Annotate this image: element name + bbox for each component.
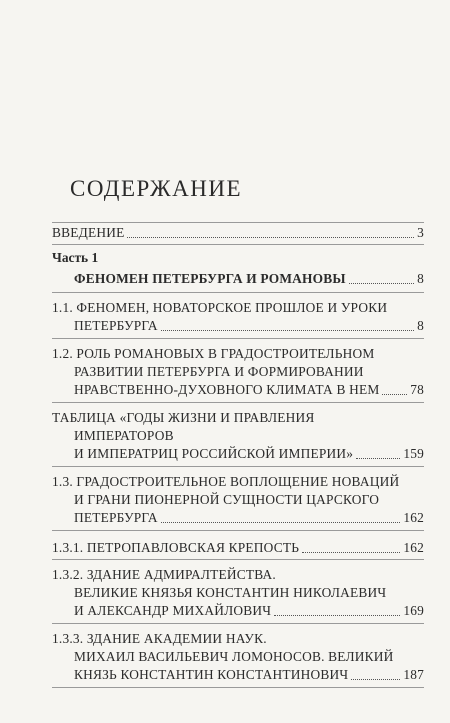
toc-page-number: 3 [417, 225, 424, 240]
toc-entry-line: МИХАИЛ ВАСИЛЬЕВИЧ ЛОМОНОСОВ. ВЕЛИКИЙ [74, 649, 394, 664]
toc-entry-1-3 [74, 510, 424, 526]
toc-entry-line: ПЕТЕРБУРГА [74, 510, 158, 525]
part-title: ФЕНОМЕН ПЕТЕРБУРГА И РОМАНОВЫ [74, 271, 346, 286]
toc-entry-line: ПЕТЕРБУРГА [74, 318, 158, 333]
toc-entry-line: 1.3.2. ЗДАНИЕ АДМИРАЛТЕЙСТВА. [52, 567, 276, 582]
toc-page-number: 8 [417, 271, 424, 286]
toc-page [52, 0, 424, 723]
divider [52, 292, 424, 293]
toc-entry-1-1 [74, 318, 424, 334]
divider [52, 687, 424, 688]
toc-entry-part1 [74, 271, 424, 287]
toc-entry-intro [52, 225, 424, 241]
toc-entry-line: ВЕЛИКИЕ КНЯЗЬЯ КОНСТАНТИН НИКОЛАЕВИЧ [74, 585, 387, 600]
toc-entry-line: НРАВСТВЕННО-ДУХОВНОГО КЛИМАТА В НЕМ [74, 382, 380, 397]
toc-entry-line: И ИМПЕРАТРИЦ РОССИЙСКОЙ ИМПЕРИИ» [74, 446, 354, 461]
dot-leader [127, 236, 414, 238]
toc-entry-line: 1.3.3. ЗДАНИЕ АКАДЕМИИ НАУК. [52, 631, 267, 646]
dot-leader [356, 457, 400, 459]
toc-entry-line: И АЛЕКСАНДР МИХАЙЛОВИЧ [74, 603, 272, 618]
toc-entry-line: 1.3.1. ПЕТРОПАВЛОВСКАЯ КРЕПОСТЬ [52, 540, 300, 555]
toc-entry-line: И ГРАНИ ПИОНЕРНОЙ СУЩНОСТИ ЦАРСКОГО [74, 492, 380, 507]
toc-entry-label: ВВЕДЕНИЕ [52, 225, 125, 240]
divider [52, 222, 424, 223]
dot-leader [274, 614, 400, 616]
toc-entry-line: 1.3. ГРАДОСТРОИТЕЛЬНОЕ ВОПЛОЩЕНИЕ НОВАЦИЙ [52, 474, 400, 489]
dot-leader [302, 551, 400, 553]
toc-entry-line: КНЯЗЬ КОНСТАНТИН КОНСТАНТИНОВИЧ [74, 667, 349, 682]
toc-page-number: 78 [410, 382, 424, 397]
divider [52, 559, 424, 560]
dot-leader [351, 678, 400, 680]
toc-page-number: 159 [403, 446, 424, 461]
toc-entry-1-3-1 [52, 540, 424, 556]
toc-page-number: 169 [403, 603, 424, 618]
page-title: СОДЕРЖАНИЕ [70, 176, 243, 201]
toc-entry-line: 1.1. ФЕНОМЕН, НОВАТОРСКОЕ ПРОШЛОЕ И УРОКИ [52, 300, 388, 315]
divider [52, 338, 424, 339]
toc-page-number: 162 [403, 510, 424, 525]
toc-entry-1-3-3 [74, 667, 424, 683]
divider [52, 530, 424, 531]
divider [52, 623, 424, 624]
part-label: Часть 1 [52, 250, 99, 265]
dot-leader [382, 393, 407, 395]
toc-entry-line: ИМПЕРАТОРОВ [74, 428, 174, 443]
dot-leader [161, 521, 401, 523]
toc-page-number: 162 [403, 540, 424, 555]
toc-page-number: 187 [403, 667, 424, 682]
divider [52, 402, 424, 403]
toc-page-number: 8 [417, 318, 424, 333]
toc-entry-line: 1.2. РОЛЬ РОМАНОВЫХ В ГРАДОСТРОИТЕЛЬНОМ [52, 346, 375, 361]
toc-entry-line: ТАБЛИЦА «ГОДЫ ЖИЗНИ И ПРАВЛЕНИЯ [52, 410, 315, 425]
toc-entry-1-2 [74, 382, 424, 398]
dot-leader [349, 282, 414, 284]
divider [52, 244, 424, 245]
divider [52, 466, 424, 467]
toc-entry-1-3-2 [74, 603, 424, 619]
toc-entry-line: РАЗВИТИИ ПЕТЕРБУРГА И ФОРМИРОВАНИИ [74, 364, 364, 379]
toc-entry-table [74, 446, 424, 462]
dot-leader [161, 329, 414, 331]
